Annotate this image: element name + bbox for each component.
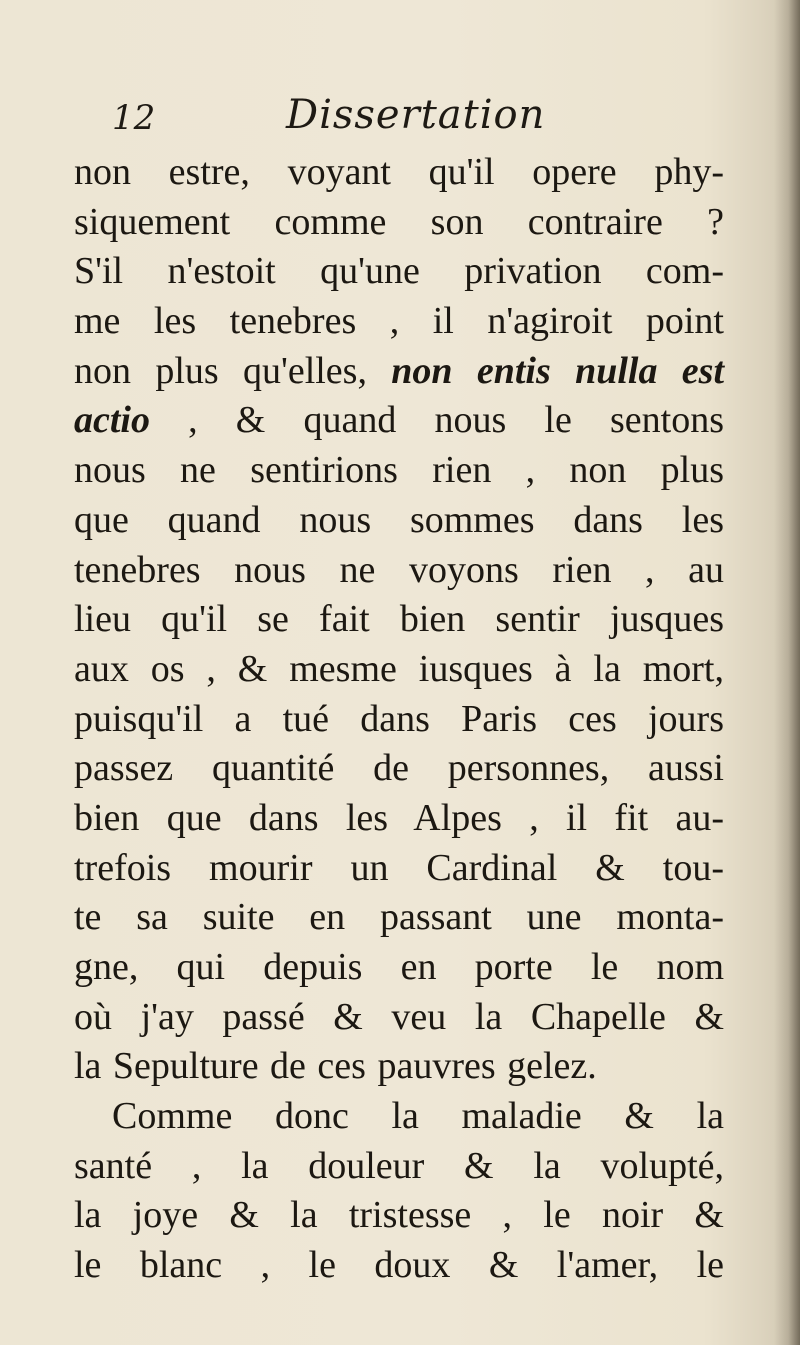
text-line: te sa suite en passant une monta- (74, 896, 724, 939)
text-line: que quand nous sommes dans les (74, 498, 724, 541)
text-line: me les tenebres , il n'agiroit point (74, 300, 724, 343)
text-line: la Sepulture de ces pauvres gelez. (74, 1045, 597, 1088)
text-line: la joye & la tristesse , le noir & (74, 1194, 724, 1237)
latin-quotation: non entis nulla est (391, 349, 724, 392)
text-line: nous ne sentirions rien , non plus (74, 449, 724, 492)
page-header (0, 92, 800, 152)
text-line: où j'ay passé & veu la Chapelle & (74, 995, 724, 1038)
body-text (74, 148, 724, 1291)
text-line: S'il n'estoit qu'une privation com- (74, 250, 724, 293)
text-line: siquement comme son contraire ? (74, 200, 724, 243)
binding-gutter-shadow (774, 0, 800, 1345)
text-line: aux os , & mesme iusques à la mort, (74, 647, 724, 690)
text-line: gne, qui depuis en porte le nom (74, 946, 724, 988)
text-line: bien que dans les Alpes , il fit au- (74, 796, 724, 839)
text-line (74, 396, 724, 446)
running-title: Dissertation (286, 92, 546, 138)
text-line: santé , la douleur & la volupté, (74, 1144, 724, 1187)
text-line: le blanc , le doux & l'amer, le (74, 1244, 724, 1287)
text-line: lieu qu'il se fait bien sentir jusques (74, 598, 724, 641)
latin-quotation: actio (74, 399, 150, 442)
text-line: passez quantité de personnes, aussi (74, 747, 724, 790)
text-line-roman: non plus qu'elles, (74, 349, 392, 392)
text-line-roman: , & quand nous le sentons (149, 399, 724, 442)
text-line: non estre, voyant qu'il opere phy- (74, 151, 724, 193)
text-line: puisqu'il a tué dans Paris ces jours (74, 697, 724, 740)
text-line (74, 347, 724, 397)
text-line: trefois mourir un Cardinal & tou- (74, 846, 724, 889)
text-line: tenebres nous ne voyons rien , au (74, 548, 724, 591)
page-number: 12 (112, 98, 156, 138)
paragraph-first-line: Comme donc la maladie & la (112, 1095, 724, 1138)
